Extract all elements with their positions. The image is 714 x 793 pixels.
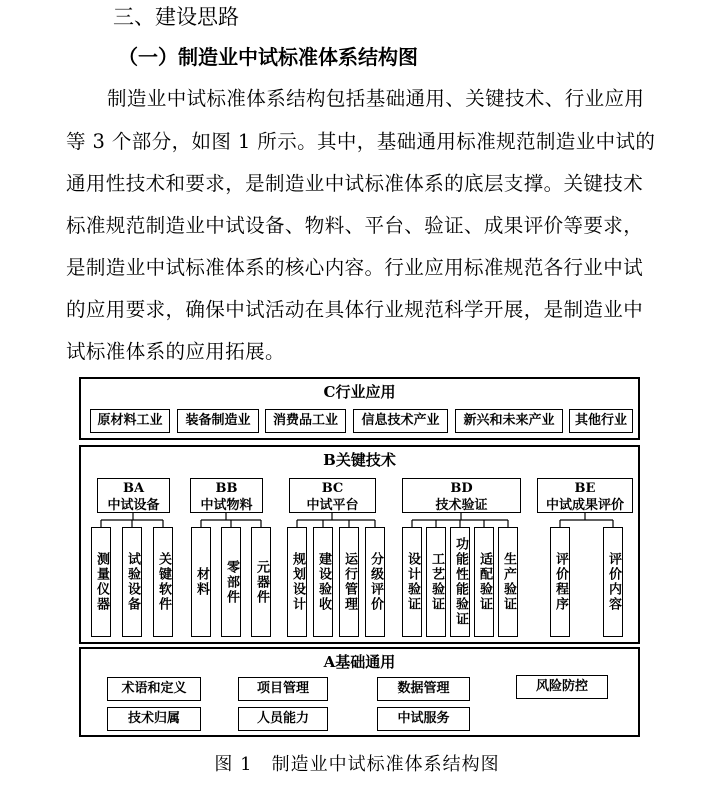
b-section-title: B关键技术 — [323, 451, 396, 469]
a-item-terms-definitions: 术语和定义 — [107, 677, 201, 701]
c-item-equipment: 装备制造业 — [177, 409, 259, 433]
group-name: 中试设备 — [107, 498, 160, 513]
b-section — [79, 445, 640, 644]
a-item-data-management: 数据管理 — [377, 677, 470, 701]
group-name: 中试物料 — [200, 498, 253, 513]
c-item-others: 其他行业 — [569, 409, 633, 433]
ba-child-test-equipment: 试验设备 — [122, 527, 142, 637]
group-code: BE — [574, 481, 596, 496]
group-code: BA — [122, 481, 145, 496]
group-code: BD — [450, 481, 473, 496]
ba-child-key-software: 关键软件 — [153, 527, 173, 637]
bb-child-materials: 材料 — [191, 527, 211, 637]
figure-caption: 图 1 制造业中试标准体系结构图 — [214, 754, 500, 775]
paragraph-line: 通用性技术和要求，是制造业中试标准体系的底层支撑。关键技术 — [66, 172, 644, 195]
a-item-project-management: 项目管理 — [238, 677, 328, 701]
bc-child-construction-acceptance: 建设验收 — [313, 527, 333, 637]
c-section — [79, 377, 640, 440]
subsection-heading: （一）制造业中试标准体系结构图 — [118, 45, 418, 69]
bb-child-parts: 零部件 — [221, 527, 241, 637]
group-name: 中试成果评价 — [545, 498, 624, 513]
a-item-personnel-capability: 人员能力 — [238, 707, 328, 731]
a-item-pilot-services: 中试服务 — [377, 707, 470, 731]
c-item-emerging: 新兴和未来产业 — [455, 409, 563, 433]
bc-child-planning-design: 规划设计 — [287, 527, 307, 637]
be-child-evaluation-content: 评价内容 — [603, 527, 623, 637]
c-item-it-industry: 信息技术产业 — [353, 409, 448, 433]
c-item-consumer-goods: 消费品工业 — [265, 409, 346, 433]
bd-child-adaptation-verification: 适配验证 — [474, 527, 494, 637]
bc-child-grading-evaluation: 分级评价 — [365, 527, 385, 637]
bd-child-production-verification: 生产验证 — [498, 527, 518, 637]
group-name: 中试平台 — [306, 498, 359, 513]
section-heading: 三、建设思路 — [113, 5, 239, 29]
group-code: BC — [321, 481, 344, 496]
group-name: 技术验证 — [435, 498, 488, 513]
a-section — [79, 647, 640, 737]
group-code: BB — [215, 481, 238, 496]
paragraph-line: 的应用要求，确保中试活动在具体行业规范科学开展，是制造业中 — [66, 298, 644, 321]
bd-child-design-verification: 设计验证 — [402, 527, 422, 637]
paragraph-line: 等 3 个部分，如图 1 所示。其中，基础通用标准规范制造业中试的 — [66, 130, 656, 153]
bb-child-components: 元器件 — [251, 527, 271, 637]
a-item-technology-ownership: 技术归属 — [107, 707, 201, 731]
paragraph-line: 制造业中试标准体系结构包括基础通用、关键技术、行业应用 — [107, 87, 645, 110]
paragraph-line: 试标准体系的应用拓展。 — [66, 340, 285, 363]
a-item-risk-control: 风险防控 — [516, 675, 608, 699]
bd-child-process-verification: 工艺验证 — [426, 527, 446, 637]
a-section-title: A基础通用 — [323, 653, 396, 671]
paragraph-line: 标准规范制造业中试设备、物料、平台、验证、成果评价等要求， — [66, 214, 644, 237]
c-section-title: C行业应用 — [323, 383, 396, 401]
c-item-raw-materials: 原材料工业 — [90, 409, 170, 433]
body-paragraph — [0, 0, 714, 370]
bd-child-function-performance-verification: 功能性能验证 — [450, 527, 470, 637]
ba-child-measuring-instruments: 测量仪器 — [91, 527, 111, 637]
be-child-evaluation-procedure: 评价程序 — [550, 527, 570, 637]
paragraph-line: 是制造业中试标准体系的核心内容。行业应用标准规范各行业中试 — [66, 256, 644, 279]
bc-child-operation-management: 运行管理 — [339, 527, 359, 637]
